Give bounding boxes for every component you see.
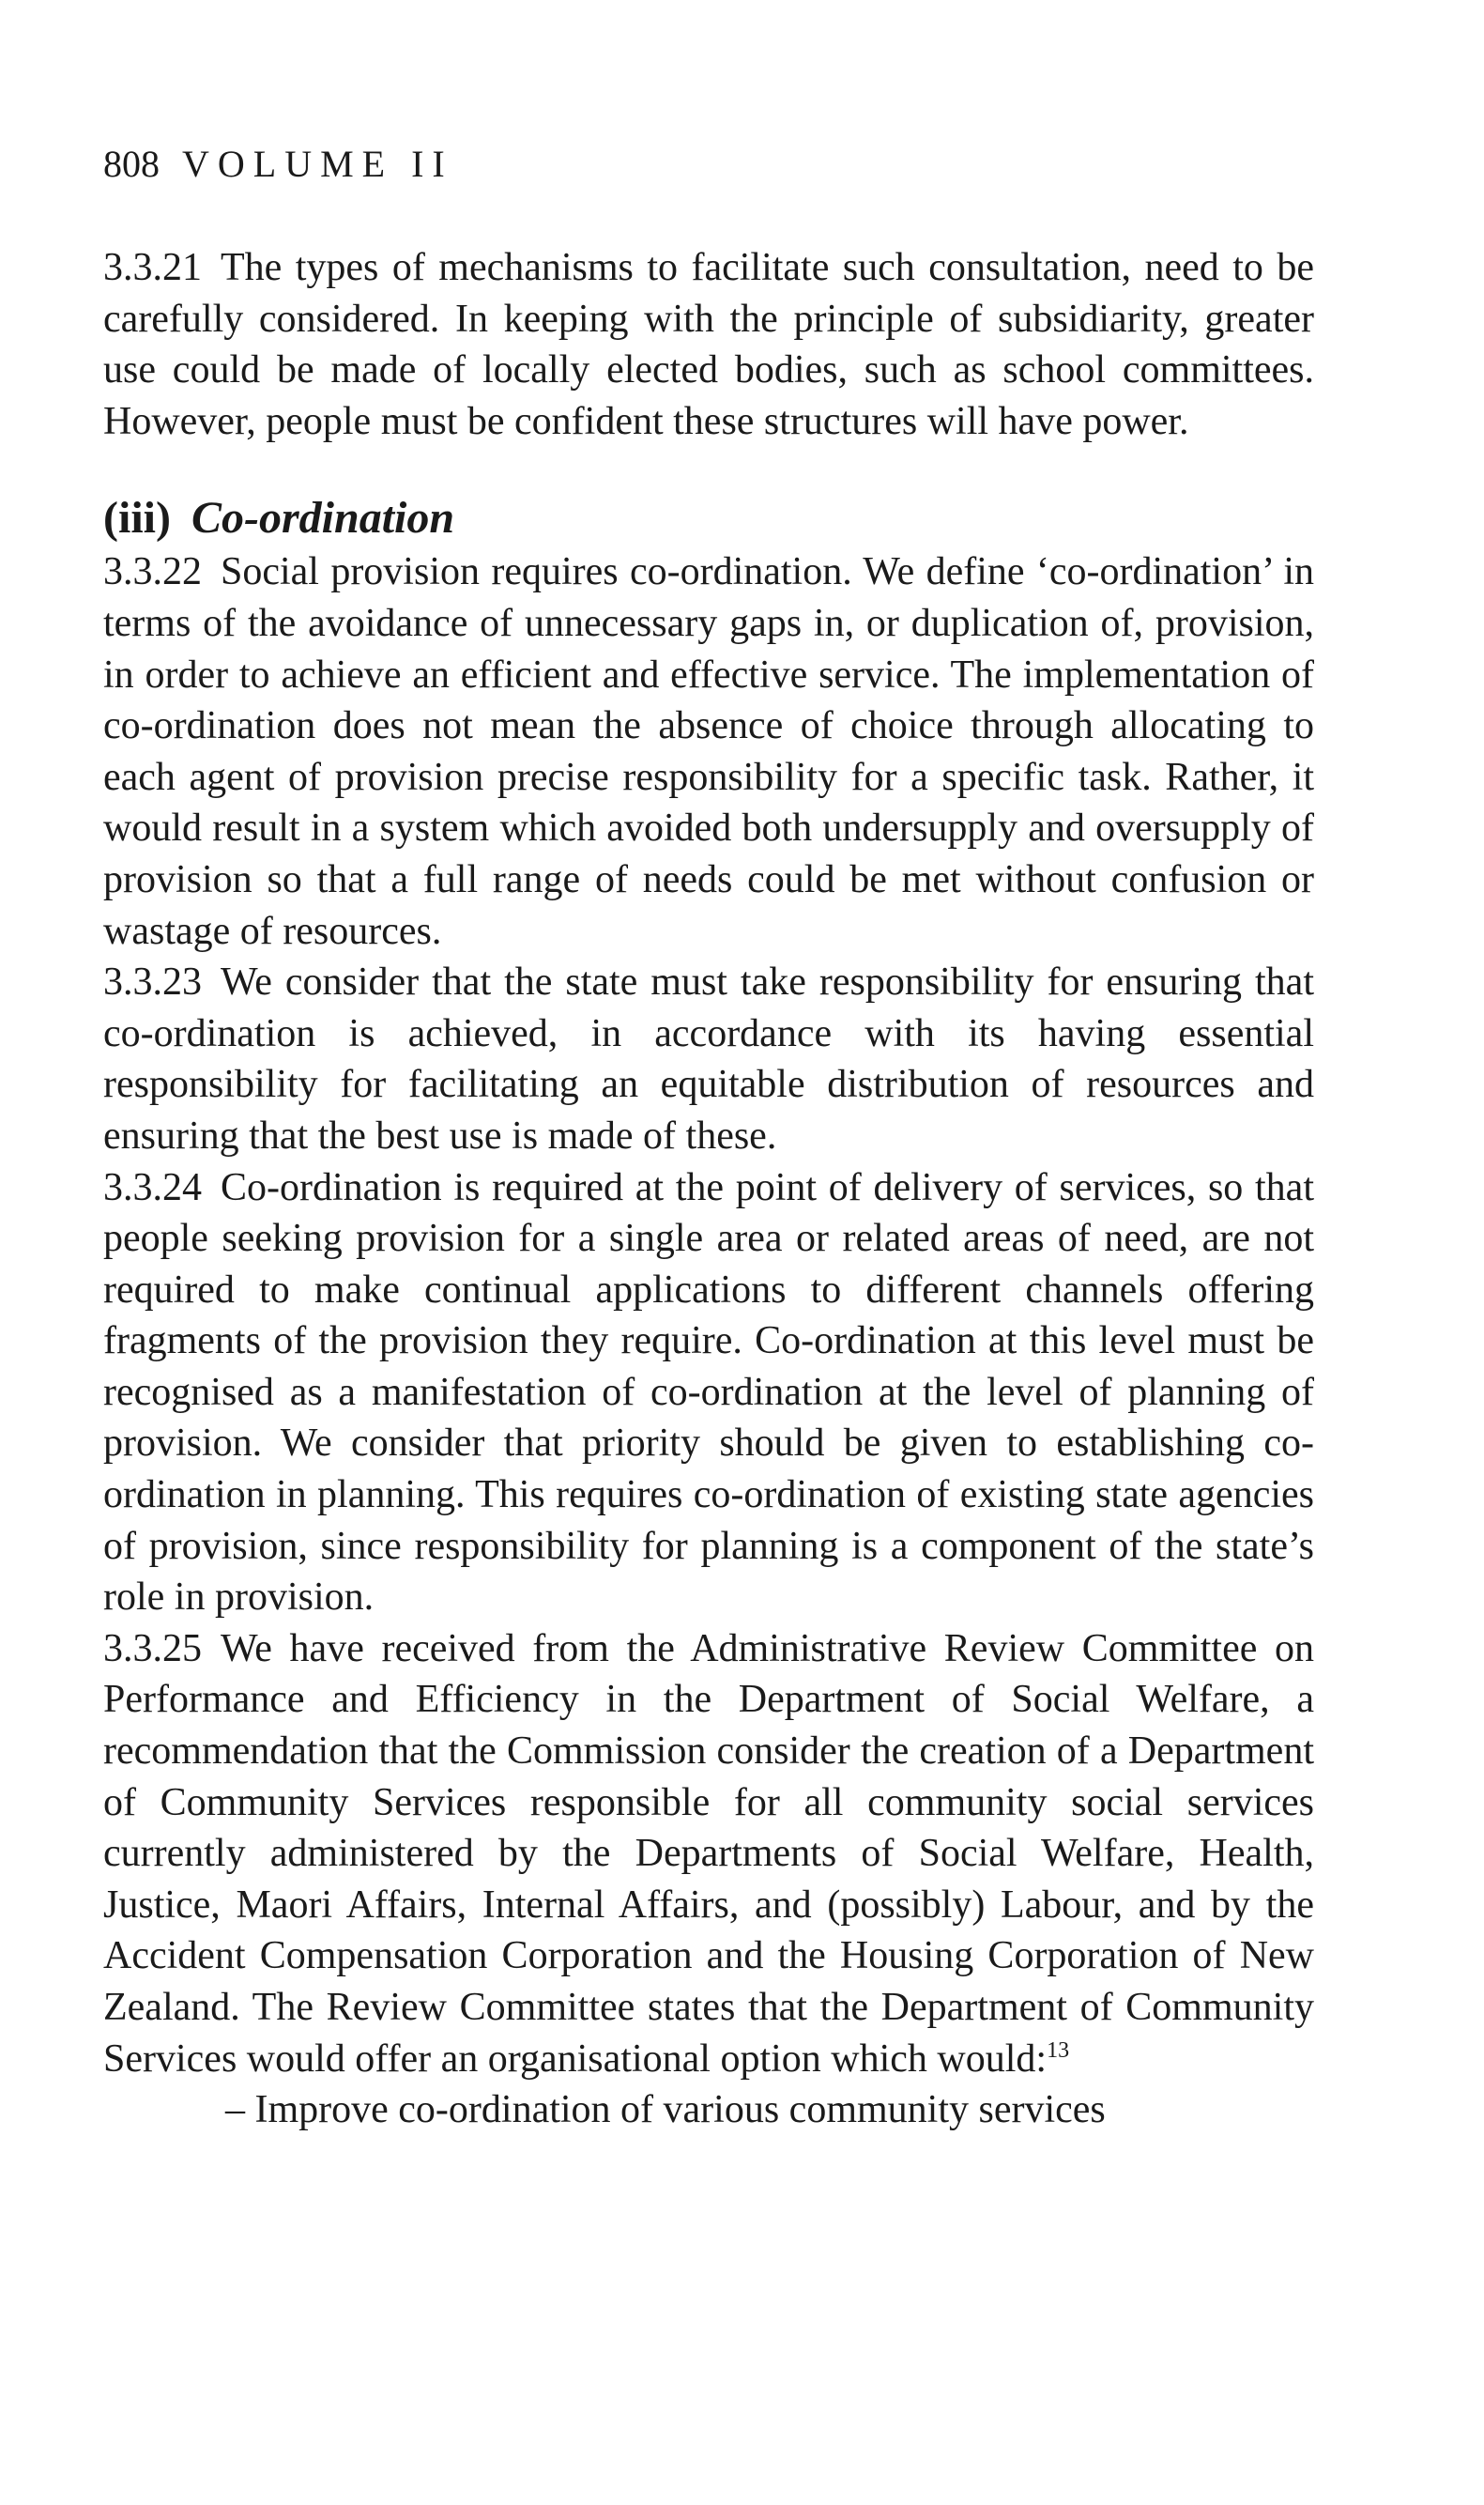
paragraph-number: 3.3.25: [103, 1626, 202, 1670]
paragraph-3-3-23: [103, 957, 1314, 1161]
paragraph-text: We have received from the Administrative Review Committee on Performance and Efficiency in the Department of Social Welfare, a recommendation that the Commission consider the creation of a Department of Community Services responsible for all community social services currently administered by the Departments of Social Welfare, Health, Justice, Maori Affairs, Internal Affairs, and (possibly) Labour, and by the Accident Compensation Corporation and the Housing Corporation of New Zealand. The Review Committee states that the Department of Community Services would offer an organisational option which would:: [103, 1626, 1314, 2081]
document-page: [103, 141, 1314, 2136]
paragraph-3-3-24: [103, 1162, 1314, 1623]
paragraph-text: The types of mechanisms to facilitate such consultation, need to be carefully considered. In keeping with the principle of subsidiarity, greater use could be made of locally elected bodies, such as school committees. However, people must be confident these structures will have power.: [103, 246, 1314, 443]
paragraph-number: 3.3.23: [103, 961, 202, 1005]
footnote-reference: 13: [1047, 2037, 1070, 2063]
section-title: Co-ordination: [191, 493, 455, 544]
list-item: – Improve co-ordination of various community services: [225, 2088, 1106, 2132]
paragraph-number: 3.3.21: [103, 246, 202, 289]
paragraph-text: Social provision requires co-ordination. We define ‘co-ordination’ in terms of the avoidance of unnecessary gaps in, or duplication of, provision, in order to achieve an efficient and effective service. The implementation of co-ordination does not mean the absence of choice through allocating to each agent of provision precise responsibility for a specific task. Rather, it would result in a system which avoided both undersupply and oversupply of provision so that a full range of needs could be met without confusion or wastage of resources.: [103, 550, 1314, 953]
paragraph-3-3-22: [103, 546, 1314, 957]
running-head: [103, 141, 1314, 188]
volume-label: VOLUME II: [182, 143, 453, 185]
paragraph-3-3-21: [103, 242, 1314, 447]
section-numeral: (iii): [103, 493, 171, 544]
paragraph-text: We consider that the state must take responsibility for ensuring that co-ordination is achieved, in accordance with its having essential responsibility for facilitating an equitable distribution of resources and ensuring that the best use is made of these.: [103, 961, 1314, 1158]
paragraph-number: 3.3.24: [103, 1165, 202, 1209]
page-number: 808: [103, 143, 160, 185]
paragraph-3-3-25: [103, 1623, 1314, 2084]
paragraph-number: 3.3.22: [103, 550, 202, 594]
section-heading: [103, 490, 1314, 546]
paragraph-text: Co-ordination is required at the point of delivery of services, so that people seeking provision for a single area or related areas of need, are not required to make continual applications to different channels offering fragments of the provision they require. Co-ordination at this level must be recognised as a manifestation of co-ordination at the level of planning of provision. We consider that priority should be given to establishing co-ordination in planning. This requires co-ordination of existing state agencies of provision, since responsibility for planning is a component of the state’s role in provision.: [103, 1165, 1314, 1620]
